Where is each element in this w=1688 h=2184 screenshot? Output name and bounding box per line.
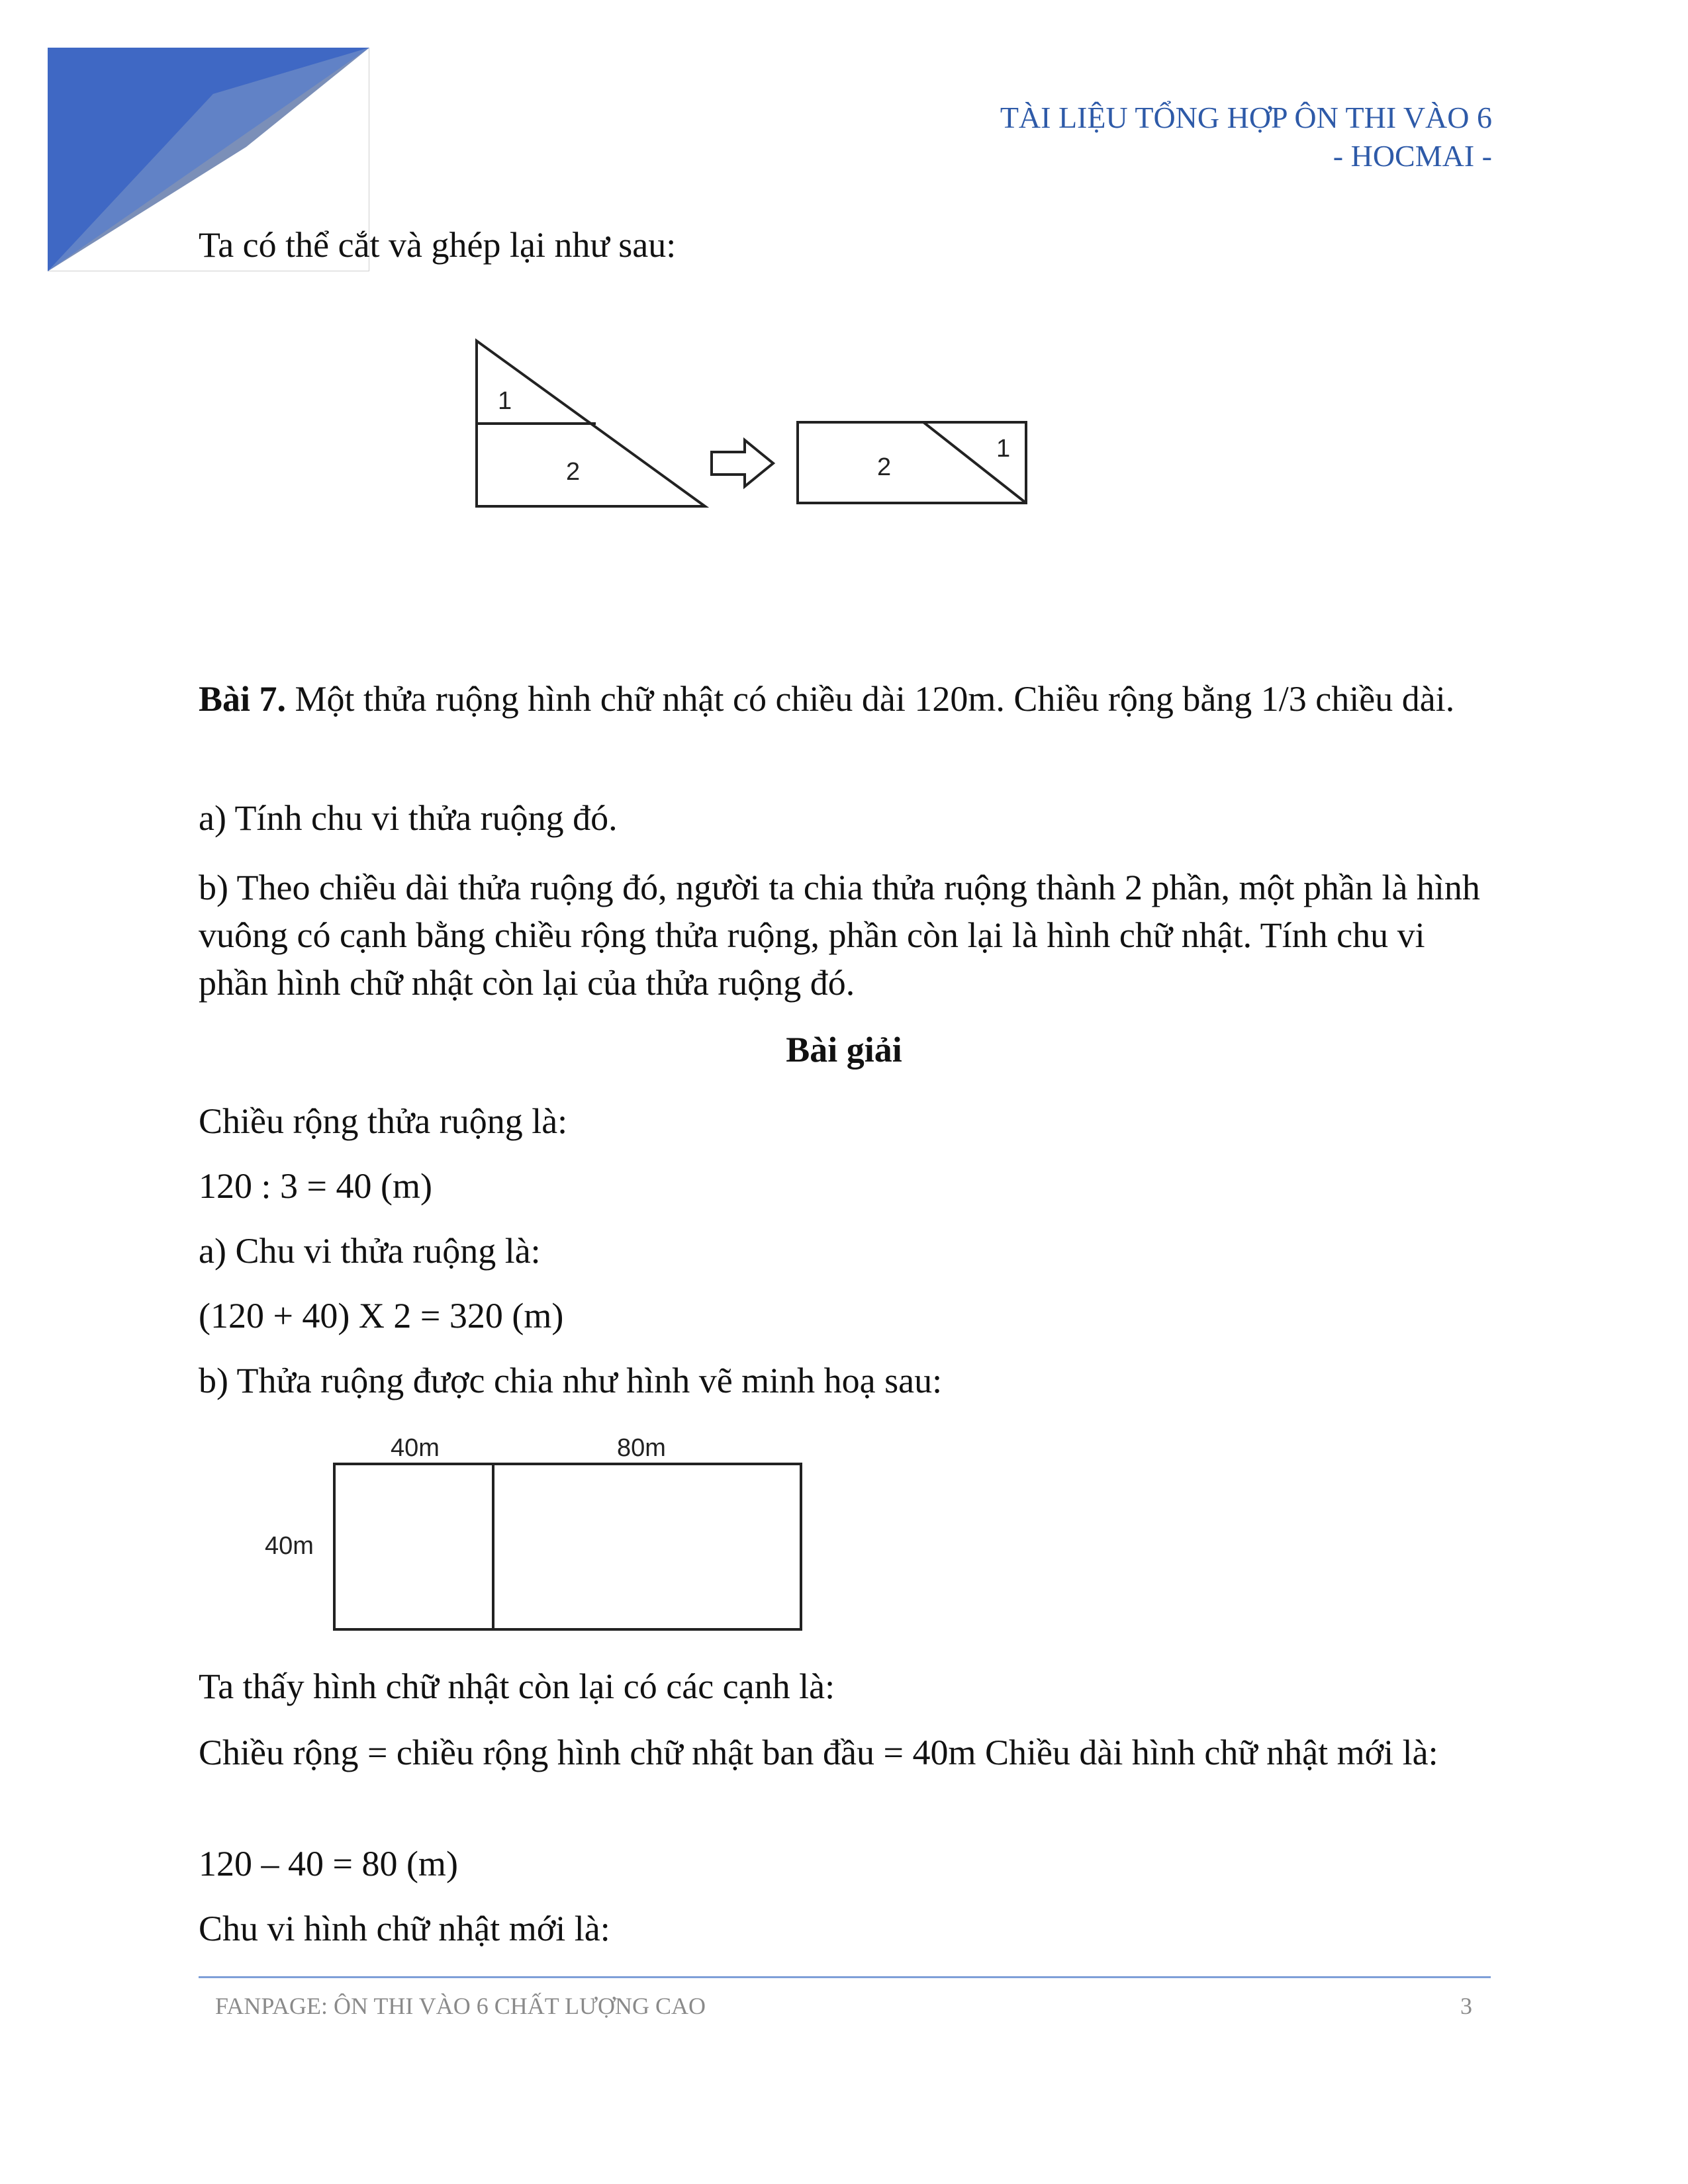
page-number: 3 <box>1460 1993 1472 2019</box>
footer-divider <box>199 1976 1491 1978</box>
square-width-label: 40m <box>391 1434 440 1462</box>
field-outline <box>334 1464 801 1629</box>
arrow-shape <box>712 440 773 486</box>
problem-label: Bài 7. <box>199 679 287 719</box>
problem-part-b: b) Theo chiều dài thửa ruộng đó, người ta chia thửa ruộng thành 2 phần, một phần là hình vuông có cạnh bằng chiều rộng thửa ruộng, phần còn lại là hình chữ nhật. Tính chu vi phần hình chữ nhật còn lại của thửa ruộng đó. <box>199 868 1480 1003</box>
rectangle-diagonal <box>923 422 1026 503</box>
rectangle-piece-1-label: 1 <box>996 435 1011 463</box>
solution-line-2: 120 : 3 = 40 (m) <box>199 1166 432 1206</box>
solution-line-8: 120 – 40 = 80 (m) <box>199 1844 458 1884</box>
field-division-figure <box>252 1423 834 1648</box>
solution-title: Bài giải <box>786 1030 902 1069</box>
header-subtitle: - HOCMAI - <box>1333 139 1492 173</box>
solution-line-5: b) Thửa ruộng được chia như hình vẽ minh hoạ sau: <box>199 1361 943 1400</box>
problem-part-a: a) Tính chu vi thửa ruộng đó. <box>199 798 618 838</box>
solution-line-9: Chu vi hình chữ nhật mới là: <box>199 1909 610 1948</box>
triangle-piece-2-label: 2 <box>566 458 581 486</box>
intro-text: Ta có thể cắt và ghép lại như sau: <box>199 225 677 265</box>
triangle-piece-1-label: 1 <box>498 387 512 415</box>
rectangle-length-label: 80m <box>617 1434 666 1462</box>
rectangle-shape <box>798 422 1026 503</box>
problem-statement <box>199 675 1489 723</box>
header-title: TÀI LIỆU TỔNG HỢP ÔN THI VÀO 6 <box>1000 101 1492 134</box>
problem-text: Một thửa ruộng hình chữ nhật có chiều dài 120m. Chiều rộng bằng 1/3 chiều dài. <box>286 679 1455 719</box>
solution-line-4: (120 + 40) X 2 = 320 (m) <box>199 1296 564 1336</box>
footer-fanpage: FANPAGE: ÔN THI VÀO 6 CHẤT LƯỢNG CAO <box>215 1993 706 2019</box>
rectangle-piece-2-label: 2 <box>877 453 892 481</box>
solution-line-3: a) Chu vi thửa ruộng là: <box>199 1231 541 1271</box>
solution-line-6: Ta thấy hình chữ nhật còn lại có các cạnh là: <box>199 1666 835 1706</box>
solution-line-1: Chiều rộng thửa ruộng là: <box>199 1101 568 1141</box>
field-width-label: 40m <box>265 1532 314 1560</box>
cut-and-join-figure <box>463 331 1092 529</box>
solution-line-7: Chiều rộng = chiều rộng hình chữ nhật ban đầu = 40m Chiều dài hình chữ nhật mới là: <box>199 1733 1438 1772</box>
